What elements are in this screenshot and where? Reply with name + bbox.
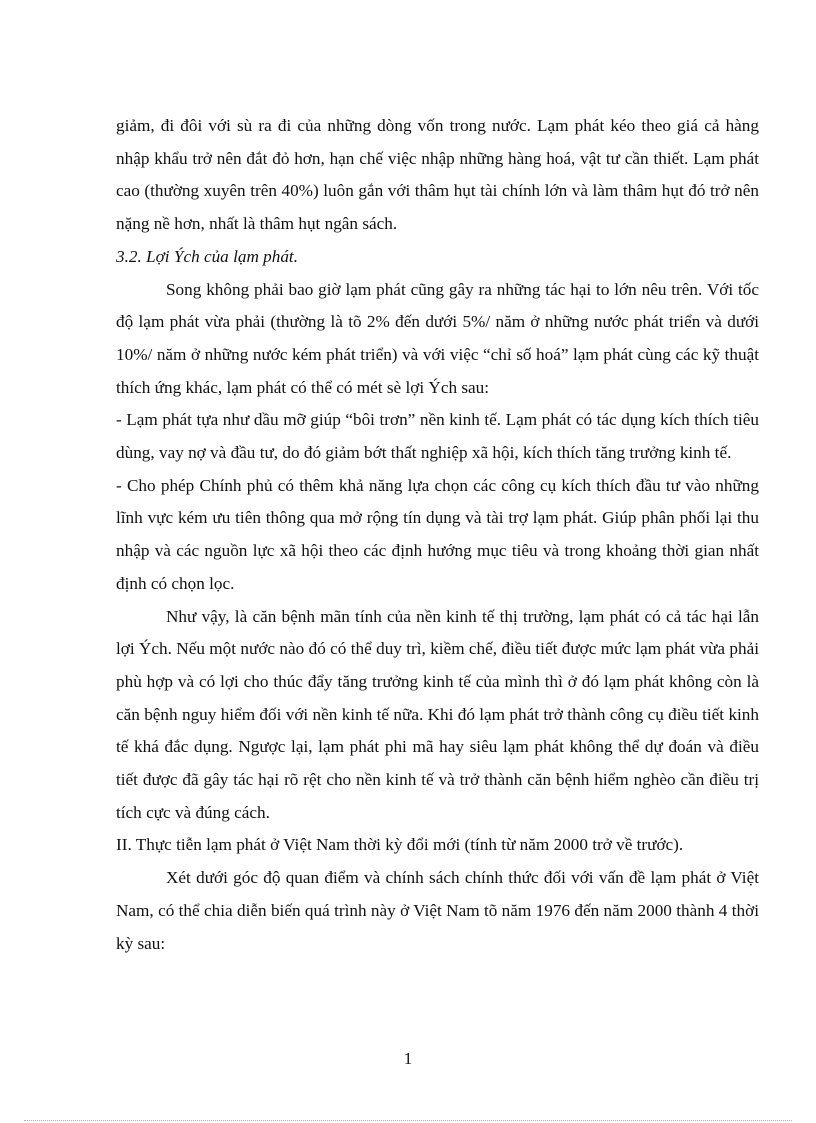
section-heading-benefits: 3.2. Lợi Ých của lạm phát. (116, 246, 299, 266)
paragraph-conclusion: Như vậy, là căn bệnh mãn tính của nền kinh tế thị trường, lạm phát có cả tác hại lẫn lợi Ých. Nếu một nước nào đó có thể duy trì, kiềm chế, điều tiết được mức lạm phát vừa phải phù hợp và có lợi cho thúc đẩy tăng trưởng kinh tế của mình thì ở đó lạm phát không còn là căn bệnh nguy hiểm đối với nền kinh tế nữa. Khi đó lạm phát trở thành công cụ điều tiết kinh tế khá đắc dụng. Ngược lại, lạm phát phi mã hay siêu lạm phát không thể dự đoán và điều tiết được đã gây tác hại rõ rệt cho nền kinh tế và trở thành căn bệnh hiểm nghèo cần điều trị tích cực và đúng cách. (116, 606, 759, 822)
bullet-government-tools: - Cho phép Chính phủ có thêm khả năng lựa chọn các công cụ kích thích đầu tư vào những lĩnh vực kém ưu tiên thông qua mở rộng tín dụng và tài trợ lạm phát. Giúp phân phối lại thu nhập và các nguồn lực xã hội theo các định hướng mục tiêu và trong khoảng thời gian nhất định có chọn lọc. (116, 475, 759, 593)
paragraph-inflation-effects: giảm, đi đôi với sù ra đi của những dòng vốn trong nước. Lạm phát kéo theo giá cả hàng nhập khẩu trở nên đắt đỏ hơn, hạn chế việc nhập những hàng hoá, vật tư cần thiết. Lạm phát cao (thường xuyên trên 40%) luôn gắn với thâm hụt tài chính lớn và làm thâm hụt đó trở nên nặng nề hơn, nhất là thâm hụt ngân sách. (116, 116, 759, 234)
section-heading-vietnam: II. Thực tiễn lạm phát ở Việt Nam thời kỳ đổi mới (tính từ năm 2000 trở về trước). (116, 835, 684, 855)
document-body (116, 110, 759, 960)
paragraph-moderate-inflation: Song không phải bao giờ lạm phát cũng gây ra những tác hại to lớn nêu trên. Với tốc độ lạm phát vừa phải (thường là tõ 2% đến dưới 5%/ năm ở những nước phát triển và dưới 10%/ năm ở những nước kém phát triển) và với việc “chỉ số hoá” lạm phát cùng các kỹ thuật thích ứng khác, lạm phát có thể có mét sè lợi Ých sau: (116, 279, 759, 397)
page-number: 1 (403, 1049, 413, 1068)
paragraph-vietnam-periods: Xét dưới góc độ quan điểm và chính sách chính thức đối với vấn đề lạm phát ở Việt Nam, có thể chia diễn biến quá trình này ở Việt Nam tõ năm 1976 đến năm 2000 thành 4 thời kỳ sau: (116, 868, 759, 953)
page-bottom-divider (24, 1120, 792, 1121)
bullet-lubricate-economy: - Lạm phát tựa như dầu mỡ giúp “bôi trơn” nền kinh tế. Lạm phát có tác dụng kích thích tiêu dùng, vay nợ và đầu tư, do đó giảm bớt thất nghiệp xã hội, kích thích tăng trưởng kinh tế. (116, 410, 759, 463)
